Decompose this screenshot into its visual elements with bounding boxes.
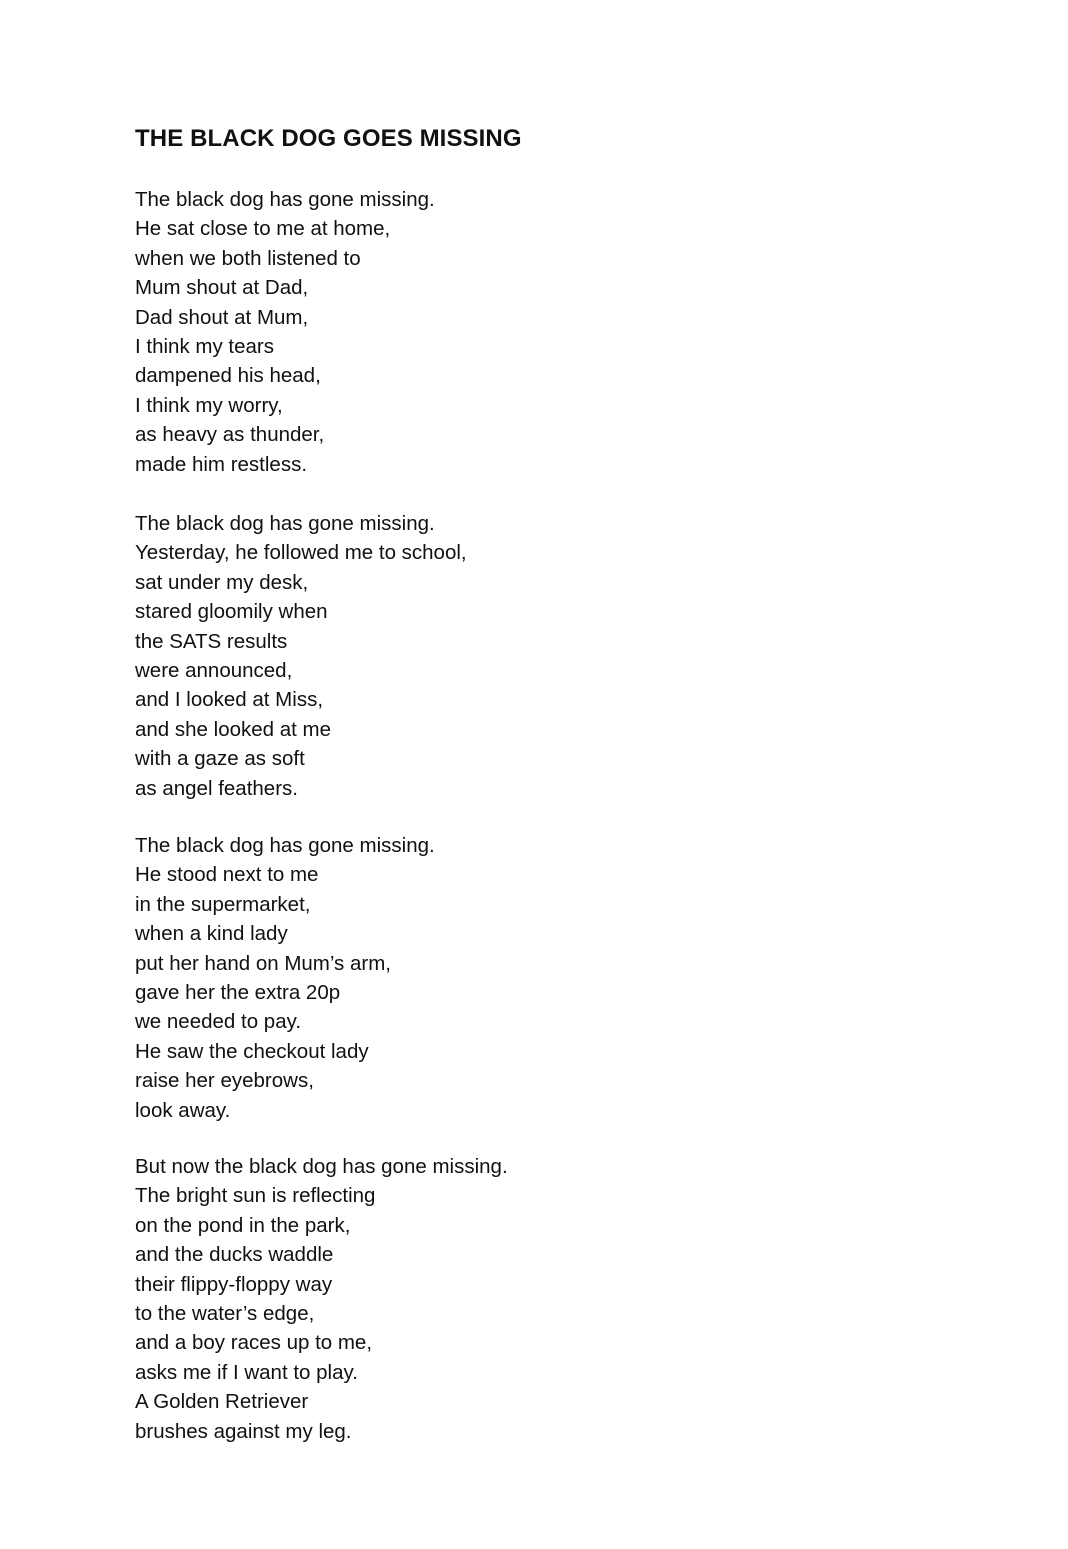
poem-line: their flippy-floppy way — [135, 1272, 333, 1296]
poem-line: dampened his head, — [135, 364, 321, 388]
poem-line: asks me if I want to play. — [135, 1360, 358, 1384]
poem-line: and she looked at me — [135, 717, 332, 741]
poem-line: as angel feathers. — [135, 776, 298, 800]
poem-line: Dad shout at Mum, — [135, 305, 309, 329]
poem-line: He saw the checkout lady — [135, 1039, 369, 1063]
poem-line: But now the black dog has gone missing. — [135, 1155, 508, 1178]
stanza — [135, 831, 435, 1125]
poem-line: brushes against my leg. — [135, 1419, 352, 1443]
poem-line: when a kind lady — [135, 922, 288, 946]
poem-line: and I looked at Miss, — [135, 688, 324, 712]
poem-line: raise her eyebrows, — [135, 1069, 314, 1093]
poem-line: The bright sun is reflecting — [135, 1184, 376, 1208]
poem-line: in the supermarket, — [135, 892, 311, 916]
poem-line: gave her the extra 20p — [135, 981, 341, 1005]
poem-line: on the pond in the park, — [135, 1213, 351, 1237]
poem-line: I think my tears — [135, 335, 274, 359]
poem-line: with a gaze as soft — [135, 747, 305, 771]
poem-line: The black dog has gone missing. — [135, 188, 435, 211]
poem-line: Mum shout at Dad, — [135, 276, 309, 300]
poem-line: when we both listened to — [135, 246, 361, 270]
poem-line: and the ducks waddle — [135, 1243, 334, 1267]
poem-line: put her hand on Mum’s arm, — [135, 951, 391, 975]
poem-line: as heavy as thunder, — [135, 423, 325, 447]
poem-line: The black dog has gone missing. — [135, 512, 435, 535]
poem-line: sat under my desk, — [135, 570, 309, 594]
poem-line: the SATS results — [135, 629, 288, 653]
poem-line: look away. — [135, 1098, 231, 1122]
poem-title: THE BLACK DOG GOES MISSING — [135, 125, 522, 152]
poem-line: A Golden Retriever — [135, 1390, 309, 1414]
poem-line: were announced, — [135, 659, 293, 683]
poem-line: made him restless. — [135, 452, 308, 476]
poem-line: stared gloomily when — [135, 600, 328, 624]
stanza — [135, 185, 435, 479]
poem-line: we needed to pay. — [135, 1010, 302, 1034]
stanza — [135, 1152, 508, 1446]
poem-line: Yesterday, he followed me to school, — [135, 541, 467, 565]
poem-line: and a boy races up to me, — [135, 1331, 373, 1355]
poem-line: He stood next to me — [135, 863, 319, 887]
poem-line: to the water’s edge, — [135, 1302, 315, 1326]
poem-line: He sat close to me at home, — [135, 217, 391, 241]
poem-line: The black dog has gone missing. — [135, 834, 435, 857]
stanza — [135, 509, 467, 803]
poem-line: I think my worry, — [135, 393, 283, 417]
